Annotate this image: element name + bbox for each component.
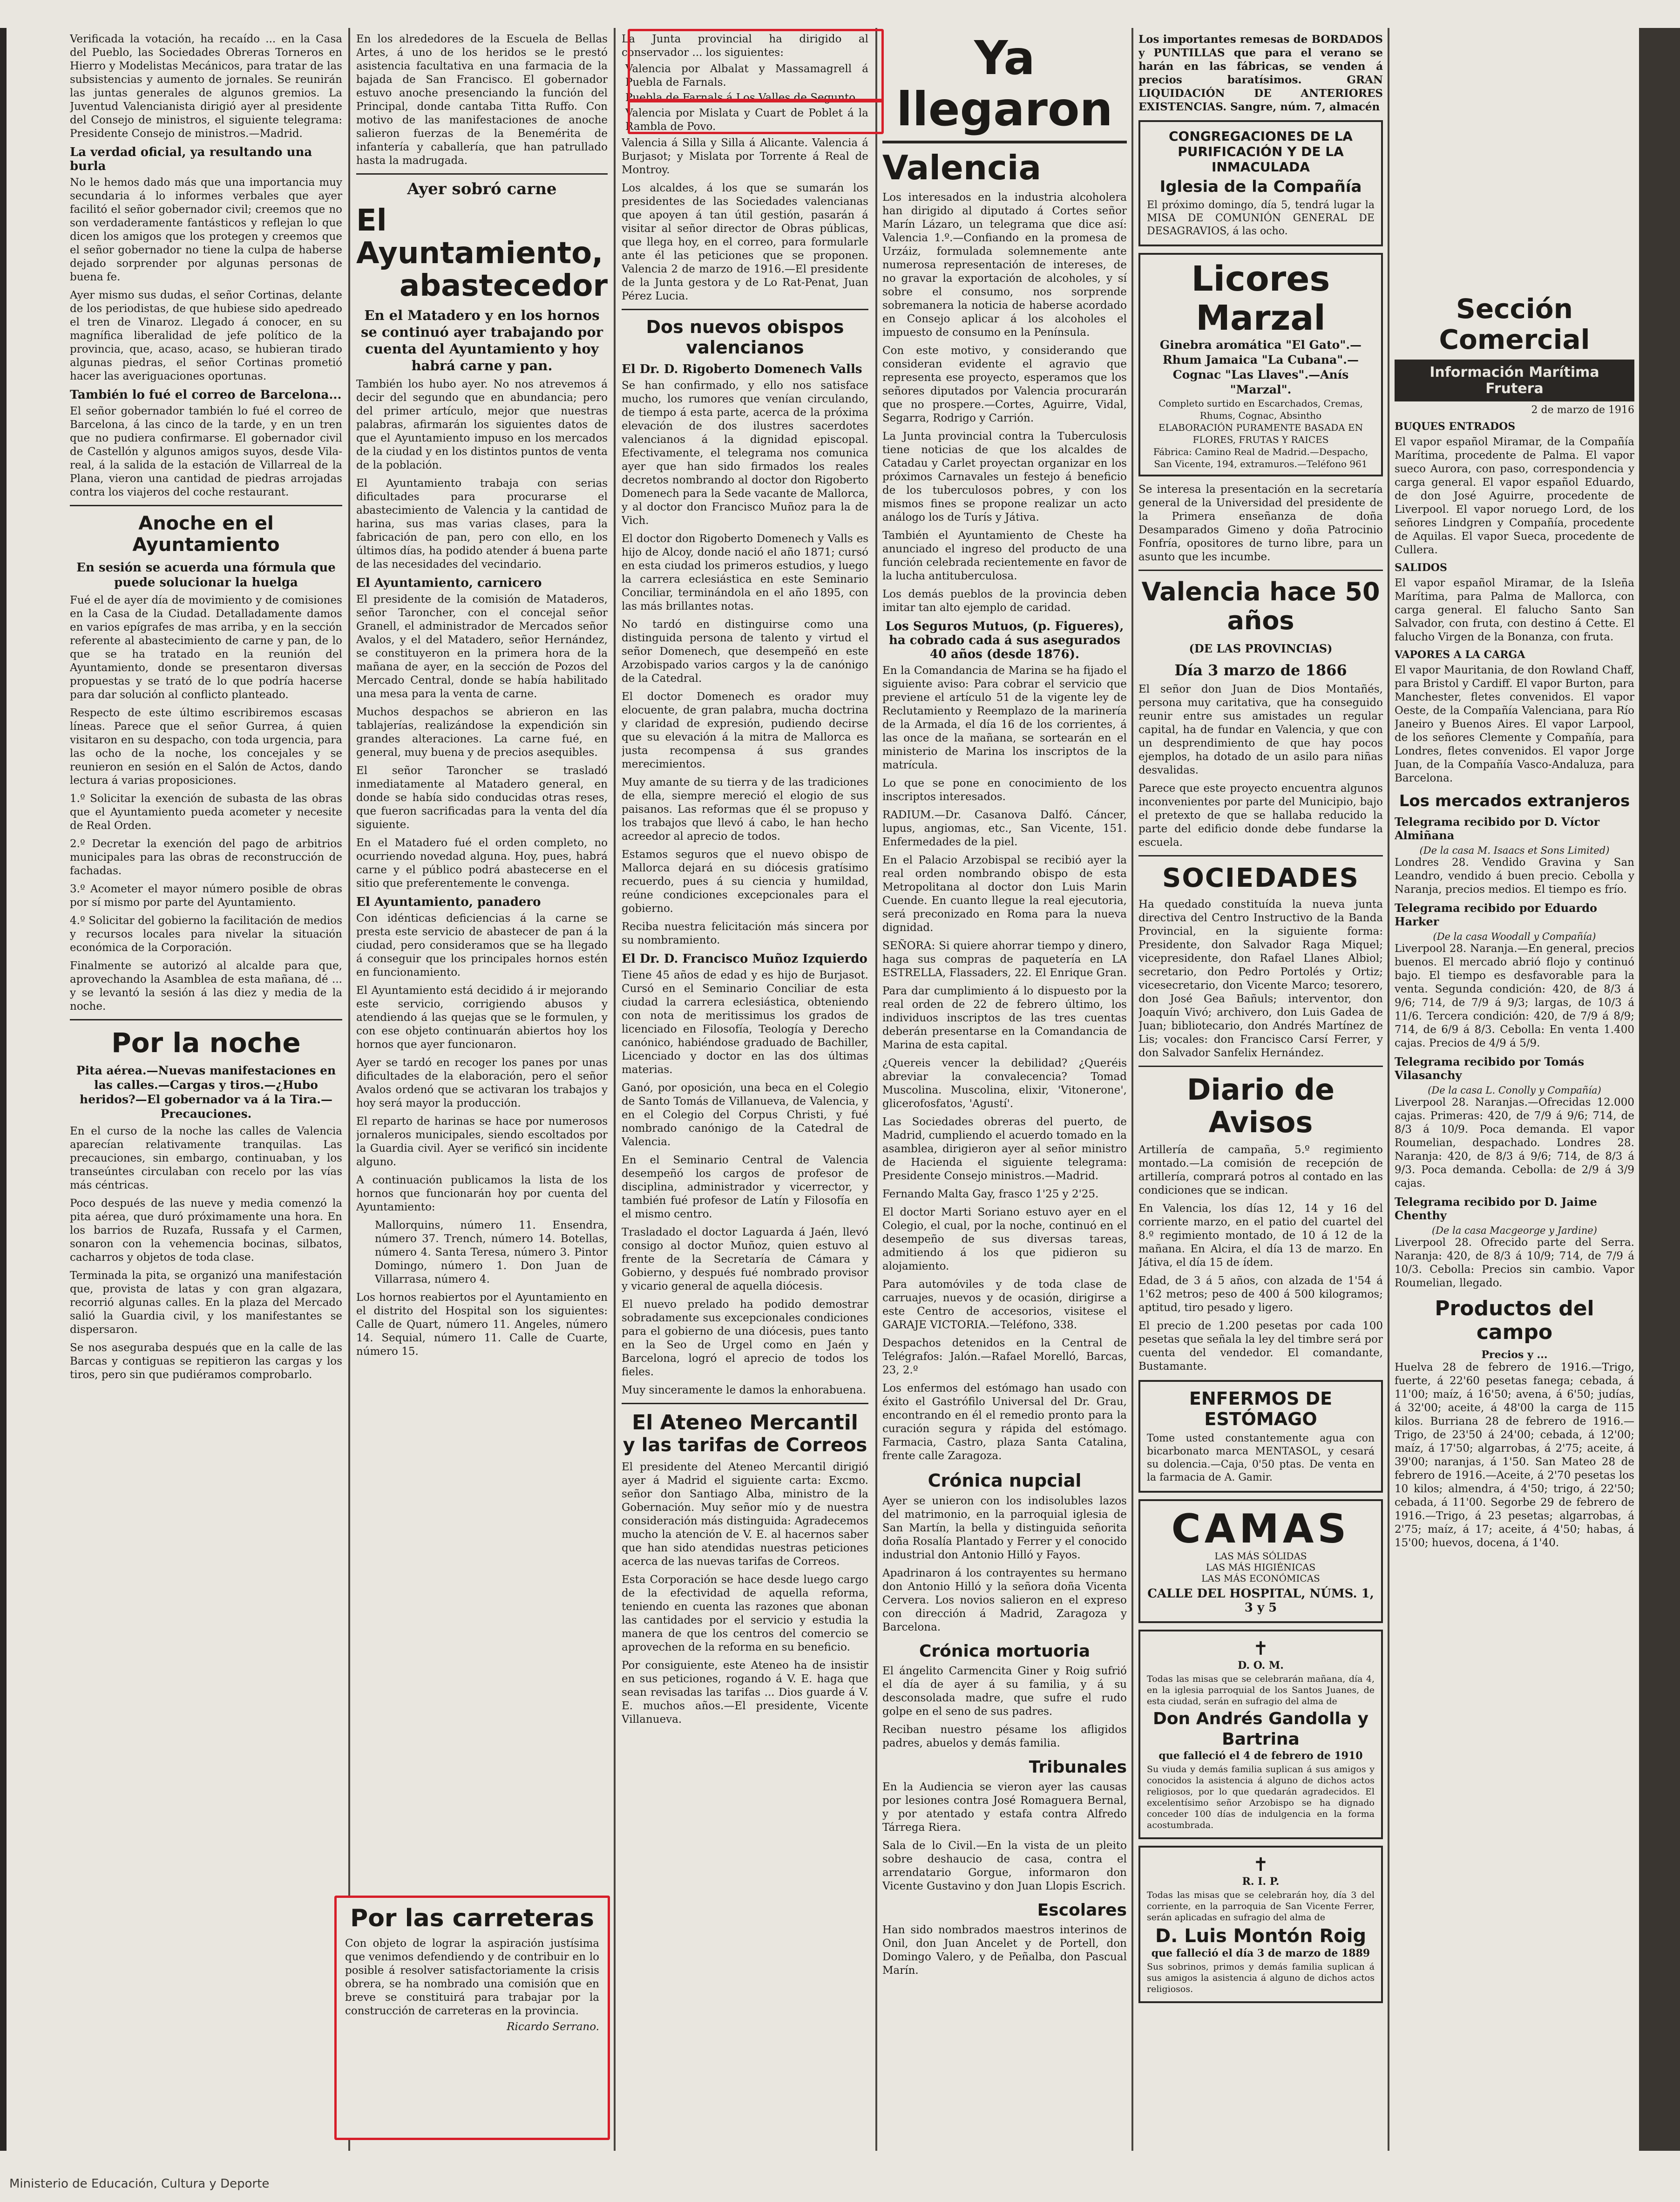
mortuoria-heading: Crónica mortuoria xyxy=(919,1642,1090,1661)
col6-paragraph: Huelva 28 de febrero de 1916.—Trigo, fuerte, á 22'60 pesetas fanega; cebada, á 11'00; maíz, á 16'50; avena, á 6'50; judías, á 32'00; aceite, á 48'00 la carga de 115 kilos. Burriana 28 de febrero de 1916.—Trigo, de 23'50 á 24'00; cebada, á 12'00; maíz, á 17'50; algarrobas, á 2'75; aceite, á 39'00; naranjas, á 1'50. San Mateo 28 de febrero de 1916.—Aceite, á 2'70 pesetas los 10 kilos; almendra, á 4'50; trigo, á 22'50; cebada, á 11'00. Segorbe 29 de febrero de 1916.—Trigo, á 23 pesetas; algarrobas, á 2'75; maíz, á 17; aceite, á 4'50; habas, á 15'00; huevos, docena, á 1'40. xyxy=(1395,1361,1634,1549)
estomago-ad xyxy=(1138,1380,1383,1493)
col4-paragraph: Los interesados en la industria alcoholera han dirigido al diputado á Cortes señor Marín Lázaro, un telegrama que dice así: Valencia 1.º.—Confiando en la promesa de Urzáiz, formulada solemnemente ante numerosa representación de intereses, de no gravar la exportación de alcoholes, y sí sobre el consumo, nos sorprende sobremanera la noticia de haberse acordado en Consejo aplicar á los alcoholes el impuesto de consumo en la Península. xyxy=(882,191,1127,339)
telegrama-source: (De la casa Woodall y Compañía) xyxy=(1433,931,1596,942)
col6-paragraph: El vapor español Miramar, de la Isleña Marítima, para Palma de Mallorca, con carga general. El falucho Santo San Salvador, con fruta, con destino á Cette. El falucho Virgen de la Bonanza, con fruta. xyxy=(1395,577,1634,643)
col6-top-spacer xyxy=(1395,33,1634,293)
ruta-highlight-box-2[interactable] xyxy=(628,99,884,134)
hace50-date: Día 3 marzo de 1866 xyxy=(1174,661,1347,679)
cross-icon: ✝ xyxy=(1253,1638,1269,1659)
salidos-heading: SALIDOS xyxy=(1395,562,1447,574)
seguros-heading: Los Seguros Mutuos, (p. Figueres), ha cobrado cada á sus asegurados 40 años (desde 1876). xyxy=(885,619,1124,661)
esquela-rip: R. I. P. xyxy=(1242,1876,1280,1888)
col1-paragraph: Se nos aseguraba después que en la calle de las Barcas y contiguas se repitieron las cargas y los tiros, pero sin que pudiéramos comprobarlo. xyxy=(70,1342,342,1381)
ateneo-heading: El Ateneo Mercantil xyxy=(632,1411,858,1434)
camas-ad xyxy=(1138,1499,1383,1623)
ruta-albalat: Valencia por Albalat y Massamagrell á Puebla de Farnals. xyxy=(625,63,868,88)
noche-subheading: Pita aérea.—Nuevas manifestaciones en las calles.—Cargas y tiros.—¿Hubo heridos?—El gobernador va á la Tira.—Precauciones. xyxy=(76,1064,336,1121)
nupcial-heading: Crónica nupcial xyxy=(928,1470,1082,1491)
congregacion-title: CONGREGACIONES DE LA PURIFICACIÓN Y DE LA INMACULADA xyxy=(1169,129,1353,175)
telegrama-source: (De la casa M. Isaacs et Sons Limited) xyxy=(1419,845,1610,856)
telegrama-heading: Telegrama recibido por D. Víctor Almiñana xyxy=(1395,815,1600,842)
col3-paragraph: Por consiguiente, este Ateneo ha de insistir en sus peticiones, rogando á V. E. haga que sean revisadas las tarifas ... Dios guarde á V. E. muchos años.—El presidente, Vicente Villanueva. xyxy=(622,1659,868,1726)
col1-paragraph: No le hemos dado más que una importancia muy secundaria á lo informes verbales que ayer facilitó el señor gobernador civil; creemos que no son verdaderamente fantásticos y reflejan lo que dicen los amigos que los protegen y creemos que el señor gobernador no tiene la culpa de haberse dejado sorprender por algunas personas de buena fe. xyxy=(70,177,342,283)
licores-ad xyxy=(1138,253,1383,476)
col3-paragraph: Reciba nuestra felicitación más sincera por su nombramiento. xyxy=(622,921,868,946)
licores-line: Completo surtido en Escarchados, Cremas, Rhums, Cognac, Absintho xyxy=(1158,398,1363,421)
col3-top-text: La Junta provincial ha dirigido al conservador ... los siguientes: xyxy=(622,33,868,59)
licores-title: Licores Marzal xyxy=(1191,259,1330,338)
licores-line: Ginebra aromática "El Gato".—Rhum Jamaica "La Cubana".—Cognac "Las Llaves".—Anís "Marzal". xyxy=(1159,338,1362,396)
col2-paragraph: El señor Taroncher se trasladó inmediatamente al Matadero general, en donde se había sido conducidas otras reses, que fueron sacrificadas para la venta del día siguiente. xyxy=(356,765,608,831)
col4-paragraph: En la Comandancia de Marina se ha fijado el siguiente aviso: Para cobrar el servicio que previene el artículo 51 de la vigente ley de Reclutamiento y Reemplazo de la marinería de la Armada, el día 16 de los corrientes, á las once de la mañana, se sortearán en el ministerio de Marina los inscriptos de la matrícula. xyxy=(882,665,1127,771)
col2-paragraph: A continuación publicamos la lista de los hornos que funcionarán hoy por cuenta del Ayuntamiento: xyxy=(356,1174,608,1213)
col3-paragraph: Los alcaldes, á los que se sumarán los presidentes de las Sociedades valencianas que apoyen á tan útil gestión, pasarán á visitar al señor director de Obras públicas, que llega hoy, en el correo, para formularle ante él las peticiones que se proponen. Valencia 2 de marzo de 1916.—El presidente de la Junta gestora y de Lo Rat-Penat, Juan Pérez Lucia. xyxy=(622,182,868,302)
col1-paragraph: Poco después de las nueve y media comenzó la pita aérea, que duró próximamente una hora. En los barrios de Ruzafa, Russafa y el Carmen, sonaron con la vehemencia bocinas, silbatos, cacharros y objetos de toda clase. xyxy=(70,1197,342,1264)
col5-paragraph: Edad, de 3 á 5 años, con alzada de 1'54 á 1'62 metros; peso de 400 á 500 kilogramos; aptitud, tiro pesado y ligero. xyxy=(1138,1275,1383,1314)
congregacion-text: El próximo domingo, día 5, tendrá lugar la MISA DE COMUNIÓN GENERAL DE DESAGRAVIOS, á las ocho. xyxy=(1147,199,1375,237)
col4-paragraph: Los enfermos del estómago han usado con éxito el Gastrófilo Universal del Dr. Grau, encontrando en él el remedio pronto para la curación segura y rápida del estómago. Farmacia, Castro, plaza Santa Catalina, frente calle Zaragoza. xyxy=(882,1382,1127,1462)
carreteras-text: Con objeto de lograr la aspiración justísima que venimos defendiendo y de contribuir en lo posible á resolver satisfactoriamente la crisis obrera, se ha nombrado una comisión que en breve se constituirá para trabajar por la construcción de carreteras en la provincia. xyxy=(345,1937,599,2017)
col5-paragraph: En Valencia, los días 12, 14 y 16 del corriente marzo, en el patio del cuartel del 8.º regimiento montado, de 10 á 12 de la mañana. En Alcira, el día 13 de marzo. En Játiva, el día 15 de ídem. xyxy=(1138,1203,1383,1269)
tribunales-heading: Tribunales xyxy=(1029,1758,1127,1777)
verdad-heading: La verdad oficial, ya resultando una burla xyxy=(70,145,312,173)
ayuntamiento-heading: El Ayuntamiento, xyxy=(356,204,603,271)
col4-paragraph: En la Audiencia se vieron ayer las causas por lesiones contra José Romaguera Bernal, y por atentado y estafa contra Alfredo Tárrega Riera. xyxy=(882,1781,1127,1834)
page-edge-left xyxy=(0,28,7,2151)
divider xyxy=(70,505,342,506)
col1-paragraph: Finalmente se autorizó al alcalde para que, aprovechando la Asamblea de esta mañana, dé ... y se levantó la sesión á las diez y media de la noche. xyxy=(70,960,342,1013)
productos-subheading: Precios y ... xyxy=(1481,1349,1548,1361)
ruta-mislata: Valencia por Mislata y Cuart de Poblet á la Rambla de Povo. xyxy=(625,107,868,133)
col6-paragraph: Liverpool 28. Naranja.—En general, precios buenos. El mercado abrió flojo y continuó bajo. El tiempo es desfavorable para la venta. Segunda condición: 420, de 8/3 á 9/6; 714, de 7/9 á 9/3; largas, de 10/3 á 11/6. Tercera condición: 420, de 7/9 á 8/9; 714, de 6/9 á 8/3. Cebolla: En venta 1.400 cajas. Precios de 4/9 á 5/9. xyxy=(1395,943,1634,1049)
camas-line: LAS MÁS HIGIÉNICAS xyxy=(1206,1562,1316,1573)
esquela-gandolla xyxy=(1138,1630,1383,1839)
tarifas-heading: y las tarifas de Correos xyxy=(623,1434,867,1456)
col1-paragraph: 3.º Acometer el mayor número posible de obras por sí mismo por parte del Ayuntamiento. xyxy=(70,883,342,909)
divider xyxy=(70,1019,342,1020)
anoche-heading: Anoche en el Ayuntamiento xyxy=(132,513,280,556)
col2-paragraph: Muchos despachos se abrieron en las tablajerías, realizándose la expendición sin grandes alteraciones. La carne fué, en general, muy buena y de precios asequibles. xyxy=(356,706,608,759)
esquela-monton xyxy=(1138,1846,1383,2003)
col3-paragraph: Se han confirmado, y ello nos satisface mucho, los rumores que venían circulando, de tiempo á esta parte, acerca de la próxima elevación de dos ilustres sacerdotes valencianos á la dignidad episcopal. Efectivamente, el telegrama nos comunica ayer que han sido firmados los reales decretos nombrando al doctor don Rigoberto Domenech para la Sede vacante de Mallorca, y al doctor don Francisco Muñoz para la de Vich. xyxy=(622,380,868,527)
telegrama-source: (De la casa L. Conolly y Compañía) xyxy=(1428,1085,1601,1096)
col4-paragraph: Para automóviles y de toda clase de carruajes, nuevos y de ocasión, dirigirse a este Centro de accesorios, visitese el GARAJE VICTORIA.—Teléfono, 338. xyxy=(882,1278,1127,1331)
page-edge-right xyxy=(1639,28,1680,2151)
col4-paragraph: Con este motivo, y considerando que consideran evidente el agravio que representa ese proyecto, esperamos que los señores diputados por Valencia procurarán que no prospere.—Cortes, Aguirre, Vidal, Segarra, Rodrigo y Carrión. xyxy=(882,345,1127,424)
col1-paragraph: 4.º Solicitar del gobierno la facilitación de medios y recursos locales para nivelar la situación económica de la Corporación. xyxy=(70,915,342,954)
mercados-heading: Los mercados extranjeros xyxy=(1399,792,1630,810)
entrados-heading: BUQUES ENTRADOS xyxy=(1395,421,1516,433)
column-4 xyxy=(882,33,1127,2146)
col2-paragraph: Con idénticas deficiencias á la carne se presta este servicio de abastecer de pan á la ciudad, pero consideramos que se ha llegado á conseguir que los principales hornos estén en funcionamiento. xyxy=(356,912,608,979)
col1-paragraph: Respecto de este último escribiremos escasas líneas. Parece que el señor Gurrea, á quien visitaron en su despacho, con toda urgencia, para las ocho de la noche, los concejales y se reunieron en sesión en el Salón de Actos, dando lectura á varias proposiciones. xyxy=(70,707,342,787)
bordados-ad: Los importantes remesas de BORDADOS y PUNTILLAS que para el verano se harán en las fábricas, se venden á precios baratísimos. GRAN LIQUIDACIÓN DE ANTERIORES EXISTENCIAS. Sangre, núm. 7, almacén xyxy=(1138,33,1383,113)
col4-paragraph: En el Palacio Arzobispal se recibió ayer la real orden nombrando obispo de esta Metropolitana al doctor don Luis Marin Cuende. En cuanto llegue la real ejecutoria, será preconizado en Roma para la nueva dignidad. xyxy=(882,854,1127,934)
seccion-comercial-heading: Sección Comercial xyxy=(1439,293,1590,355)
esquela-text: Su viuda y demás familia suplican á sus amigos y conocidos la asistencia á alguno de dichos actos religiosos, por lo que quedarán agradecidos. El excelentísimo señor Arzobispo se ha dignado conceder 100 días de indulgencia en la forma acostumbrada. xyxy=(1147,1764,1375,1830)
column-5 xyxy=(1138,33,1383,2146)
col2-paragraph: En el Matadero fué el orden completo, no ocurriendo novedad alguna. Hoy, pues, habrá carne y el público podrá abastecerse en el sitio que preferentemente le convenga. xyxy=(356,837,608,890)
hace50-source: (DE LAS PROVINCIAS) xyxy=(1189,642,1333,655)
esquela-dom: D. O. M. xyxy=(1238,1659,1284,1672)
column-rule xyxy=(348,28,350,2151)
col3-paragraph: Muy amante de su tierra y de las tradiciones de ella, siempre mereció el elogio de sus paisanos. Las reformas que él se propuso y los trabajos que llevó á cabo, le han hecho acreedor al aprecio de todos. xyxy=(622,776,868,843)
col1-paragraph: En el curso de la noche las calles de Valencia aparecían relativamente tranquilas. Las precauciones, sin embargo, continuaban, y los transeúntes circulaban con recelo por las vías más céntricas. xyxy=(70,1125,342,1191)
col4-paragraph: Las Sociedades obreras del puerto, de Madrid, cumpliendo el acuerdo tomado en la asamblea, dirigieron ayer al señor ministro de Hacienda el siguiente telegrama: Presidente Consejo ministros.—Madrid. xyxy=(882,1116,1127,1182)
enfermos-heading: ENFERMOS DE ESTÓMAGO xyxy=(1189,1388,1333,1429)
column-rule xyxy=(614,28,616,2151)
esquela-name: Don Andrés Gandolla y Bartrina xyxy=(1152,1709,1369,1749)
divider xyxy=(622,309,868,310)
col1-paragraph: Ayer mismo sus dudas, el señor Cortinas, delante de los periodistas, de que hubiese sido apedreado el tren de Vinaroz. Llegado á conocer, en su magnífica liberalidad de jefe político de la provincia, que, acaso, acaso, se hubieran tirado algunas piedras, el señor Cortinas prometió hacer las averiguaciones oportunas. xyxy=(70,289,342,382)
column-rule xyxy=(1388,28,1389,2151)
col3-paragraph: No tardó en distinguirse como una distinguida persona de talento y virtud el señor Domenech, que desempeñó en este Arzobispado varios cargos y la de canónigo de la Catedral. xyxy=(622,618,868,685)
esquela-text: Sus sobrinos, primos y demás familia suplican á sus amigos la asistencia á alguno de dichos actos religiosos. xyxy=(1147,1962,1375,1994)
col4-paragraph: Despachos detenidos en la Central de Telégrafos: Jalón.—Rafael Morelló, Barcas, 23, 2.º xyxy=(882,1337,1127,1376)
divider xyxy=(1138,1066,1383,1067)
hornos-list: Mallorquins, número 11. Ensendra, número 37. Trench, número 14. Botellas, número 4. Santa Teresa, número 3. Pintor Domingo, número 1. Don Juan de Villarrasa, número 4. xyxy=(375,1219,608,1285)
secretaria-notice: Se interesa la presentación en la secretaría general de la Universidad del presidente de la Primera enseñanza de doña Desamparados Gimeno y doña Patrocinio Fonfría, opositores de turno libre, para un asunto que les incumbe. xyxy=(1138,483,1383,563)
carreteras-highlight-box[interactable] xyxy=(334,1896,610,2140)
col4-paragraph: El ángelito Carmencita Giner y Roig sufrió el día de ayer á su familia, y á su desconsolada madre, que sufre el rudo golpe en el seno de sus padres. xyxy=(882,1665,1127,1718)
col6-paragraph: Londres 28. Vendido Gravina y San Leandro, vendido á buen precio. Cebolla y Naranja, precios medios. El tiempo es frío. xyxy=(1395,856,1634,896)
column-rule xyxy=(875,28,877,2151)
col1-paragraph: 1.º Solicitar la exención de subasta de las obras que el Ayuntamiento pueda acometer y necesite de Real Orden. xyxy=(70,793,342,832)
valencia-heading: Valencia xyxy=(882,148,1042,187)
col4-paragraph: La Junta provincial contra la Tuberculosis tiene noticias de que los alcaldes de Catadau y Carlet proyectan organizar en los próximos Carnavales un festejo á beneficio de los tuberculosos pobres, y con los mismos fines se propone realizar un acto análogo los de Turís y Játiva. xyxy=(882,430,1127,523)
maritima-date: 2 de marzo de 1916 xyxy=(1531,404,1634,416)
col4-paragraph: SEÑORA: Si quiere ahorrar tiempo y dinero, haga sus compras de paquetería en LA ESTRELLA, Flassaders, 22. El Enrique Gran. xyxy=(882,940,1127,979)
telegrama-heading: Telegrama recibido por Eduardo Harker xyxy=(1395,901,1598,928)
domenech-heading: El Dr. D. Rigoberto Domenech Valls xyxy=(622,362,862,376)
col4-paragraph: ¿Quereis vencer la debilidad? ¿Queréis abreviar la convalecencia? Tomad Muscolina. Muscolina, elixir, 'Vitonerone', glicerofosfatos, 'Agustí'. xyxy=(882,1057,1127,1110)
col6-paragraph: El vapor Mauritania, de don Rowland Chaff, para Bristol y Cardiff. El vapor Burton, para Manchester, fletes convenidos. El vapor Oeste, de la Compañía Valenciana, para Río Janeiro y Buenos Aires. El vapor Larpool, de los señores Clemente y Compañía, para Londres, fletes convenidos. El vapor Jorge Juan, de la Compañía Vasco-Andaluza, para Barcelona. xyxy=(1395,664,1634,784)
col3-paragraph: Ganó, por oposición, una beca en el Colegio de Santo Tomás de Villanueva, de Valencia, y en el Colegio del Corpus Christi, y fué nombrado canónigo de la Catedral de Valencia. xyxy=(622,1082,868,1148)
col4-paragraph: Ayer se unieron con los indisolubles lazos del matrimonio, en la parroquial iglesia de San Martín, la bella y distinguida señorita doña Rosalía Plantado y Ferrer y el conocido industrial don Antonio Hilló y Fayos. xyxy=(882,1495,1127,1561)
col3-paragraph: El nuevo prelado ha podido demostrar sobradamente sus excepcionales condiciones para el gobierno de una diócesis, pues tanto en la Seo de Urgel como en Jaén y Barcelona, logró el aprecio de todos los fieles. xyxy=(622,1298,868,1378)
carga-heading: VAPORES A LA CARGA xyxy=(1395,649,1525,661)
col4-paragraph: Apadrinaron á los contrayentes su hermano don Antonio Hilló y la señora doña Vicenta Cervera. Los novios salieron en el expreso con dirección á Madrid, Zaragoza y Barcelona. xyxy=(882,1567,1127,1633)
col5-paragraph: El señor don Juan de Dios Montañés, persona muy caritativa, que ha conseguido reunir entre sus amistades un regular capital, ha de fundar en Valencia, y que con un desprendimiento de que hay pocos ejemplos, ha dotado de un asilo para niñas desvalidas. xyxy=(1138,683,1383,776)
noche-heading: Por la noche xyxy=(111,1027,301,1059)
col3-paragraph: En el Seminario Central de Valencia desempeñó los cargos de profesor de disciplina, administrador y vicerrector, y también fué profesor de Latín y Filosofía en el mismo centro. xyxy=(622,1154,868,1220)
col2-paragraph: Los hornos reabiertos por el Ayuntamiento en el distrito del Hospital son los siguientes: Calle de Quart, número 11. Angeles, número 14. Sequial, número 11. Calle de Cuarte, número 15. xyxy=(356,1291,608,1358)
col3-paragraph: Estamos seguros que el nuevo obispo de Mallorca dejará en su diócesis gratísimo recuerdo, pues á su ciencia y humildad, reúne condiciones excepcionales para el gobierno. xyxy=(622,849,868,915)
col4-paragraph: Los demás pueblos de la provincia deben imitar tan alto ejemplo de caridad. xyxy=(882,588,1127,614)
ruta-highlight-box-1[interactable] xyxy=(628,29,884,102)
esquela-date: que falleció el 4 de febrero de 1910 xyxy=(1158,1750,1363,1762)
column-6 xyxy=(1395,33,1634,2146)
col4-paragraph: RADIUM.—Dr. Casanova Dalfó. Cáncer, lupus, angiomas, etc., San Vicente, 151. Enfermedades de la piel. xyxy=(882,809,1127,848)
col4-paragraph: Para dar cumplimiento á lo dispuesto por la real orden de 22 de febrero último, los individuos inscriptos de las tres cuentas deberán presentarse en la Comandancia de Marina de esta capital. xyxy=(882,985,1127,1051)
col4-paragraph: Lo que se pone en conocimiento de los inscriptos interesados. xyxy=(882,777,1127,803)
esquela-text: Todas las misas que se celebrarán hoy, día 3 del corriente, en la parroquia de San Vicente Ferrer, serán aplicadas en sufragio del alma de xyxy=(1147,1890,1375,1923)
camas-address: CALLE DEL HOSPITAL, NÚMS. 1, 3 y 5 xyxy=(1147,1587,1374,1615)
col4-paragraph: El doctor Marti Soriano estuvo ayer en el Colegio, el cual, por la noche, continuó en el desempeño de sus diversas tareas, admitiendo á los que pidieron su alojamiento. xyxy=(882,1206,1127,1272)
diario-heading: Diario de Avisos xyxy=(1187,1073,1335,1139)
sociedades-heading: SOCIEDADES xyxy=(1162,863,1360,893)
telegrama-heading: Telegrama recibido por D. Jaime Chenthy xyxy=(1395,1195,1597,1222)
esquela-text: Todas las misas que se celebrarán mañana, día 4, en la iglesia parroquial de los Santos Juanes, de esta ciudad, serán en sufragio del alma de xyxy=(1147,1674,1375,1706)
column-3 xyxy=(622,33,868,2146)
column-2 xyxy=(356,33,608,2146)
col3-paragraph: El presidente del Ateneo Mercantil dirigió ayer á Madrid el siguiente carta: Excmo. señor don Santiago Alba, ministro de la Gobernación. Muy señor mío y de nuestra consideración más distinguida: Agradecemos mucho la atención de V. E. al hacernos saber que han sido atendidas nuestras peticiones acerca de las nuevas tarifas de Correos. xyxy=(622,1461,868,1568)
congregacion-subtitle: Iglesia de la Compañía xyxy=(1159,177,1362,196)
col2-top-text: En los alrededores de la Escuela de Bellas Artes, á uno de los heridos se le prestó asistencia facultativa en una farmacia de la bajada de San Francisco. El gobernador estuvo anoche presenciando la función del Principal, donde cantaba Titta Ruffo. Con motivo de las manifestaciones de anoche salieron fuerzas de la Benemérita de infantería y caballería, que han patrullado hasta la madrugada. xyxy=(356,33,608,167)
anoche-subheading: En sesión se acuerda una fórmula que puede solucionar la huelga xyxy=(76,561,336,590)
col6-paragraph: El vapor español Miramar, de la Compañía Marítima, procedente de Palma. El vapor sueco Aurora, con paso, correspondencia y carga general. El vapor español Eduardo, de don José Aguirre, procedente de Liverpool. El vapor noruego Lord, de los señores Lindgren y Compañía, procedente de Aquilas. El vapor Sueca, procedente de Cullera. xyxy=(1395,436,1634,556)
carreteras-heading: Por las carreteras xyxy=(350,1904,594,1932)
col4-paragraph: También el Ayuntamiento de Cheste ha anunciado el ingreso del producto de una función celebrada recientemente en favor de la lucha antituberculosa. xyxy=(882,530,1127,582)
panadero-heading: El Ayuntamiento, panadero xyxy=(356,895,541,909)
ruta-valles: Puebla de Farnals á Los Valles de Segunto. xyxy=(625,92,859,104)
col2-paragraph: El presidente de la comisión de Mataderos, señor Taroncher, con el concejal señor Granell, el administrador de Mercados señor Avalos, y el del Matadero, señor Hernández, se constituyeron en la primera hora de la mañana de ayer, en la sección de Pozos del Mercado Central, donde se había habilitado una mesa para la venta de carne. xyxy=(356,593,608,700)
munoz-heading: El Dr. D. Francisco Muñoz Izquierdo xyxy=(622,952,867,966)
esquela-date: que falleció el día 3 de marzo de 1889 xyxy=(1151,1947,1370,1959)
col6-paragraph: Liverpool 28. Ofrecido parte del Serra. Naranja: 420, de 8/3 á 10/9; 714, de 7/9 á 10/3. Cebolla: Precios sin cambio. Vapor Roumelian, llegado. xyxy=(1395,1237,1634,1289)
col1-paragraph: El señor gobernador también lo fué el correo de Barcelona, á las cinco de la tarde, y en un tren que no pudiera confirmarse. El gobernador civil de Castellón y algunos amigos suyos, desde Vila-real, á la salida de la estación de Villarreal de la Plana, vieron una cantidad de piedras arrojadas contra los viajeros del coche restaurant. xyxy=(70,405,342,498)
col4-paragraph: Fernando Malta Gay, frasco 1'25 y 2'25. xyxy=(882,1188,1099,1200)
col2-paragraph: También los hubo ayer. No nos atrevemos á decir del segundo que en abundancia; pero del primer artículo, mejor que nuestras palabras, afirmarán los siguientes datos de que el Ayuntamiento impuso en los mercados de la ciudad y en los distintos puntos de venta de la población. xyxy=(356,378,608,471)
divider xyxy=(356,173,608,175)
col3-paragraph: El doctor don Rigoberto Domenech y Valls es hijo de Alcoy, donde nació el año 1871; cursó en esta ciudad los primeros estudios, y luego la carrera eclesiástica en este Seminario Conciliar, terminándola en el año 1895, con las más brillantes notas. xyxy=(622,533,868,612)
carne-heading: Ayer sobró carne xyxy=(407,180,557,198)
col3-paragraph: Esta Corporación se hace desde luego cargo de la efectividad de aquella reforma, teniendo en cuenta las razones que abonan las cantidades por el servicio y estudia la manera de que los centros del comercio se aprovechen de la reforma en su beneficio. xyxy=(622,1574,868,1653)
carreteras-signature: Ricardo Serrano. xyxy=(507,2021,599,2033)
llegaron-heading: Ya llegaron xyxy=(896,33,1113,136)
obispos-heading: Dos nuevos obispos valencianos xyxy=(646,317,844,358)
enfermos-text: Tome usted constantemente agua con bicarbonato marca MENTASOL, y cesará su dolencia.—Caja, 0'50 ptas. De venta en la farmacia de A. Gamir. xyxy=(1147,1433,1375,1483)
col2-paragraph: Ayer se tardó en recoger los panes por unas dificultades de la elaboración, pero el señor Avalos ordenó que se activaran los trabajos y hoy será mayor la producción. xyxy=(356,1057,608,1109)
col3-paragraph: El doctor Domenech es orador muy elocuente, de gran palabra, mucha doctrina y claridad de expresión, pudiendo decirse que su elevación á la mitra de Mallorca es justa recompensa á sus grandes merecimientos. xyxy=(622,691,868,770)
col5-paragraph: Artillería de campaña, 5.º regimiento montado.—La comisión de recepción de artillería, comprará potros al contado en las condiciones que se indican. xyxy=(1138,1144,1383,1196)
column-1 xyxy=(70,33,342,2146)
col4-paragraph: Han sido nombrados maestros interinos de Onil, don Juan Ancelet y de Portell, don Domingo Valero, y de Peñalba, don Pascual Marín. xyxy=(882,1924,1127,1977)
col3-paragraph: Trasladado el doctor Laguarda á Jaén, llevó consigo al doctor Muñoz, quien estuvo al frente de la Secretaría de Cámara y Gobierno, y después fué nombrado provisor y vicario general de aquella diócesis. xyxy=(622,1226,868,1292)
col5-paragraph: Parece que este proyecto encuentra algunos inconvenientes por parte del Municipio, bajo el pretexto de que se hallaba reducido la parte del edificio donde debe fundarse la escuela. xyxy=(1138,782,1383,849)
col2-paragraph: El reparto de harinas se hace por numerosos jornaleros municipales, siendo escoltados por la Guardia civil. Ayer se verificó sin incidente alguno. xyxy=(356,1115,608,1168)
congregacion-ad xyxy=(1138,120,1383,246)
cross-icon: ✝ xyxy=(1253,1854,1269,1876)
divider xyxy=(622,1403,868,1404)
camas-title: CAMAS xyxy=(1171,1506,1350,1552)
col3-paragraph: Tiene 45 años de edad y es hijo de Burjasot. Cursó en el Seminario Conciliar de esta ciudad la carrera eclesiástica, obteniendo con nota de meritissimus los grados de licenciado en Filosofía, Teología y Derecho canónico, habiéndose graduado de Bachiller, Licenciado y doctor en las dos últimas materias. xyxy=(622,969,868,1076)
col5-paragraph: El precio de 1.200 pesetas por cada 100 pesetas que señala la ley del timbre será por cuenta del vendedor. El comandante, Bustamante. xyxy=(1138,1320,1383,1373)
col1-paragraph: 2.º Decretar la exención del pago de arbitrios municipales para las obras de reconstrucción de fachadas. xyxy=(70,838,342,877)
correo-heading: También lo fué el correo de Barcelona... xyxy=(70,388,342,402)
col1-paragraph: Fué el de ayer día de movimiento y de comisiones en la Casa de la Ciudad. Detalladamente damos en varios epígrafes de mas arriba, y en la sección referente al abastecimiento de carne y pan, de lo que se ha tratado en la reunión del Ayuntamiento, donde se presentaron diversas propuestas y se trató de lo que podría hacerse para dar solución al conflicto planteado. xyxy=(70,594,342,701)
column-rule xyxy=(1131,28,1133,2151)
esquela-name: D. Luis Montón Roig xyxy=(1155,1925,1367,1947)
divider xyxy=(1138,570,1383,571)
col2-paragraph: El Ayuntamiento está decidido á ir mejorando este servicio, corrigiendo abusos y atendiendo á las quejas que se le formulen, y con ese objeto continuarán abiertos hoy los hornos que ayer funcionaron. xyxy=(356,985,608,1051)
carnicero-heading: El Ayuntamiento, carnicero xyxy=(356,576,542,590)
maritima-heading: Información Marítima Frutera xyxy=(1395,360,1634,401)
abastecedor-heading: abastecedor xyxy=(400,269,608,303)
col4-paragraph: Sala de lo Civil.—En la vista de un pleito sobre deshaucio de casa, contra el arrendatario Gorgue, informaron don Vicente Gustavino y don Juan Llopis Escrich. xyxy=(882,1840,1127,1892)
col5-paragraph: Ha quedado constituída la nueva junta directiva del Centro Instructivo de la Banda Provincial, en la siguiente forma: Presidente, don Salvador Raga Miquel; vicepresidente, don Rafael Llanes Albiol; secretario, don Pedro Portolés y Ortiz; vicesecretario, don Vicente Marco; tesorero, don José Gea Bañuls; interventor, don Joaquín Vivó; archivero, don Luis Gadea de Juan; bibliotecario, don Andrés Martínez de Lis; vocales: don Francisco Carsí Ferrer, y don Salvador Sanfelix Hernández. xyxy=(1138,898,1383,1059)
col1-top-text: Verificada la votación, ha recaído ... en la Casa del Pueblo, las Sociedades Obreras Torneros en Hierro y Modelistas Mecánicos, para tratar de las subsistencias y aumento de jornales. Se reunirán las juntas generales de algunos gremios. La Juventud Valencianista dirigió ayer al presidente del Consejo de ministros, el siguiente telegrama: Presidente Consejo de ministros.—Madrid. xyxy=(70,33,342,140)
telegrama-source: (De la casa Macgeorge y Jardine) xyxy=(1431,1225,1597,1236)
licores-line: ELABORACIÓN PURAMENTE BASADA EN FLORES, FRUTAS Y RAICES xyxy=(1158,422,1363,445)
escolares-heading: Escolares xyxy=(1037,1901,1127,1920)
productos-heading: Productos del campo xyxy=(1435,1297,1594,1344)
camas-line: LAS MÁS SÓLIDAS xyxy=(1214,1550,1307,1562)
divider xyxy=(1138,855,1383,856)
col2-paragraph: El Ayuntamiento trabaja con serias dificultades para procurarse el abastecimiento de Valencia y la cantidad de harina, sus mas varias clases, para la fabricación de pan, pero con ello, en los últimos días, ha podido atender á buena parte de las necesidades del vecindario. xyxy=(356,477,608,571)
footer-credit: Ministerio de Educación, Cultura y Deporte xyxy=(9,2177,270,2191)
ayuntamiento-subheading: En el Matadero y en los hornos se continuó ayer trabajando por cuenta del Ayuntamiento y hoy habrá carne y pan. xyxy=(361,307,603,374)
licores-line: Fábrica: Camino Real de Madrid.—Despacho, San Vicente, 194, extramuros.—Teléfono 961 xyxy=(1153,446,1368,469)
hace50-heading: Valencia hace 50 años xyxy=(1141,577,1380,635)
col4-paragraph: Reciban nuestro pésame los afligidos padres, abuelos y demás familia. xyxy=(882,1724,1127,1749)
ruta-silla: Valencia á Silla y Silla á Alicante. Valencia á Burjasot; y Mislata por Torrente á Real de Montroy. xyxy=(622,137,868,176)
col6-paragraph: Liverpool 28. Naranjas.—Ofrecidas 12.000 cajas. Primeras: 420, de 7/9 á 9/6; 714, de 8/3 á 10/9. Poca demanda. El vapor Roumelian, despachado. Londres 28. Naranja: 420, de 8/3 á 9/6; 714, de 8/3 á 9/3. Poca demanda. Cebolla: de 2/9 á 3/9 cajas. xyxy=(1395,1096,1634,1189)
divider xyxy=(882,141,1127,143)
telegrama-heading: Telegrama recibido por Tomás Vilasanchy xyxy=(1395,1055,1585,1082)
col3-paragraph: Muy sinceramente le damos la enhorabuena. xyxy=(622,1384,866,1396)
camas-line: LAS MÁS ECONÓMICAS xyxy=(1201,1573,1320,1584)
col1-paragraph: Terminada la pita, se organizó una manifestación que, provista de latas y con gran algazara, recorrió algunas calles. En la plaza del Mercado salió la Guardia civil, y los manifestantes se dispersaron. xyxy=(70,1270,342,1336)
